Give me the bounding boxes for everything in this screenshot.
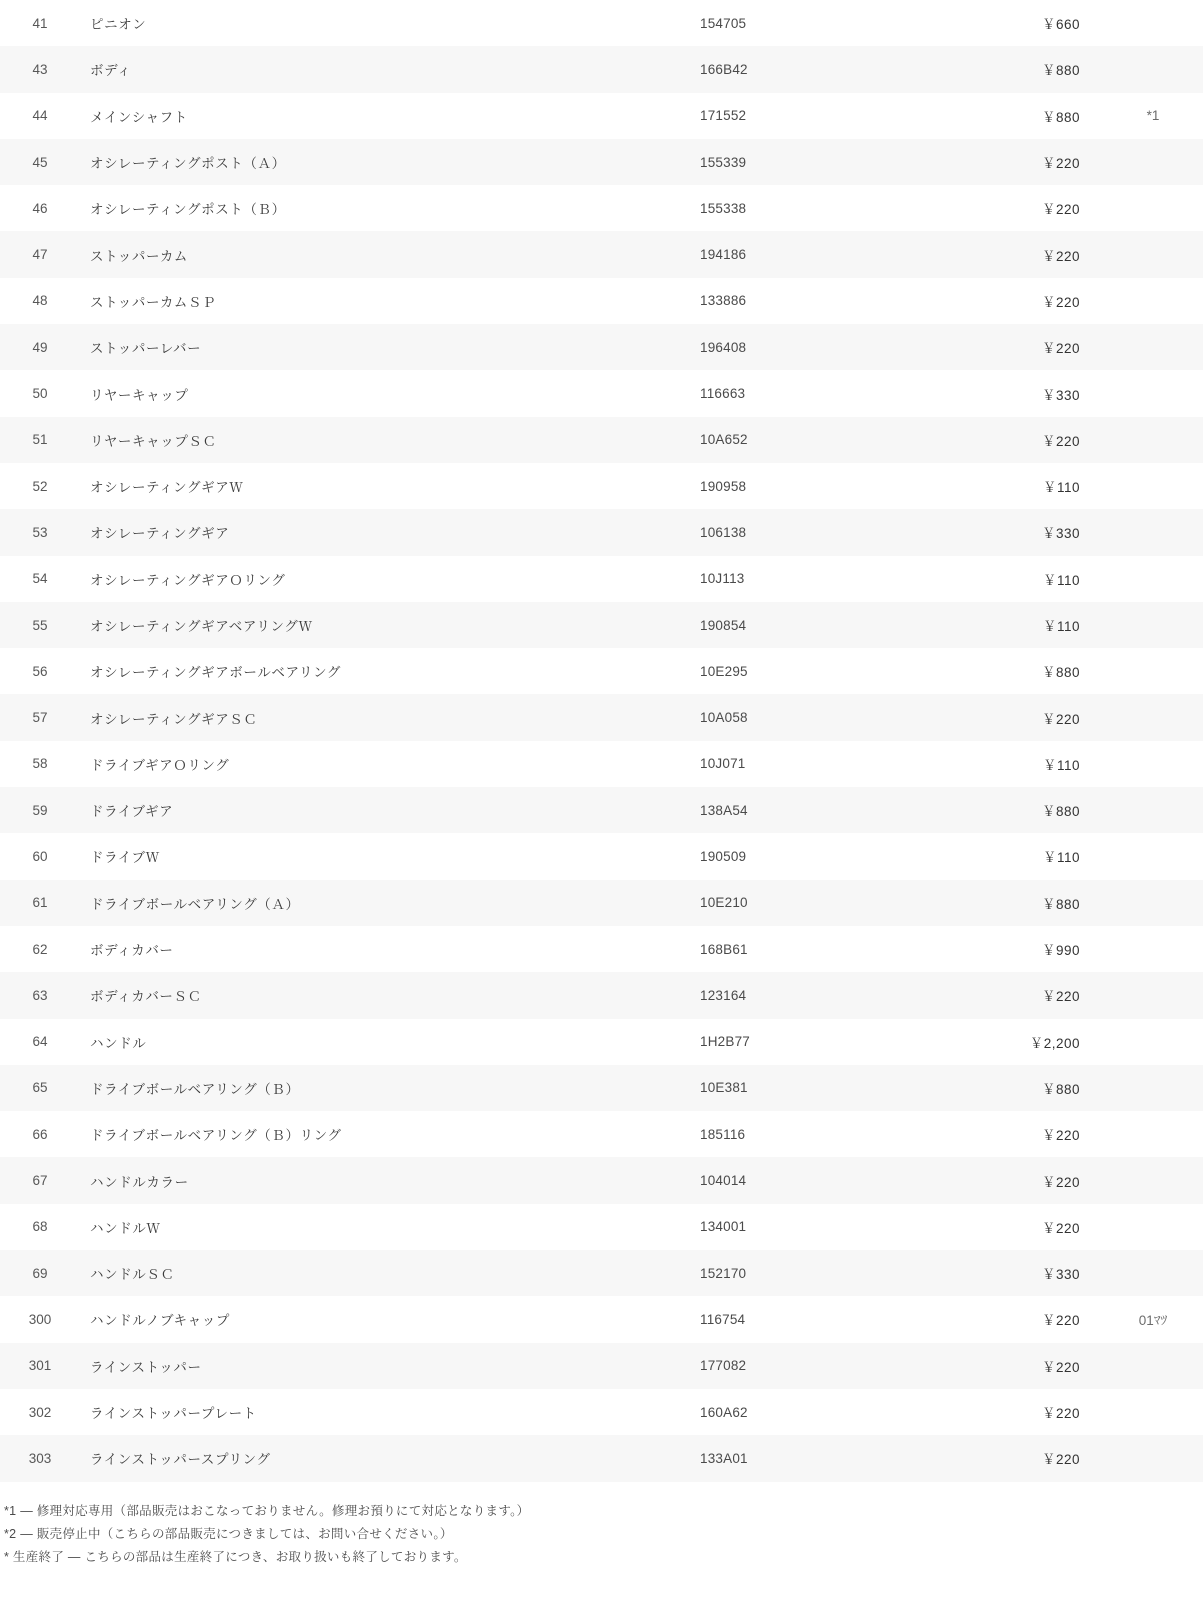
table-row [0,1204,1203,1250]
table-row [0,833,1203,879]
footnotes-block [0,1500,1203,1569]
cell-price: ￥220 [1041,1359,1080,1375]
cell-code: 154705 [700,15,747,31]
cell-note [1100,1250,1203,1296]
cell-price: ￥220 [1041,1313,1080,1329]
cell-code: 133A01 [700,1450,748,1466]
cell-no: 58 [32,756,48,772]
cell-note [1100,417,1203,463]
cell-note [1100,1435,1203,1481]
cell-price: ￥220 [1041,1220,1080,1236]
cell-price: ￥220 [1041,989,1080,1005]
cell-code: 10E381 [700,1080,748,1096]
table-row [0,509,1203,555]
cell-name: ストッパーカムＳＰ [90,294,217,310]
table-row [0,231,1203,277]
cell-price: ￥880 [1041,804,1080,820]
cell-code: 166B42 [700,61,748,77]
table-row [0,139,1203,185]
cell-no: 50 [32,386,48,402]
cell-name: ハンドルカラー [90,1174,189,1190]
cell-note [1100,231,1203,277]
cell-no: 63 [32,987,48,1003]
cell-code: 155338 [700,200,747,216]
cell-name: ドライブギアＯリング [90,757,230,773]
cell-no: 64 [32,1034,48,1050]
cell-code: 116663 [700,386,746,402]
table-row [0,694,1203,740]
cell-price: ￥2,200 [1029,1035,1080,1051]
cell-note [1100,185,1203,231]
table-row [0,1019,1203,1065]
cell-price: ￥220 [1041,1406,1080,1422]
cell-price: ￥330 [1041,1267,1080,1283]
table-row [0,926,1203,972]
cell-note [1100,1389,1203,1435]
cell-code: 190958 [700,478,747,494]
cell-no: 48 [32,293,48,309]
table-row [0,278,1203,324]
cell-name: ボディ [90,63,132,79]
cell-price: ￥110 [1042,619,1080,634]
table-row [0,417,1203,463]
cell-note [1100,324,1203,370]
cell-name: リヤーキャップ [90,387,189,403]
cell-no: 67 [32,1173,48,1189]
cell-no: 57 [32,710,48,726]
cell-name: ストッパーカム [90,248,189,264]
cell-no: 65 [32,1080,48,1096]
table-row [0,1389,1203,1435]
cell-code: 155339 [700,154,747,170]
cell-code: 116754 [700,1311,746,1327]
cell-note [1100,139,1203,185]
cell-price: ￥330 [1041,387,1080,403]
table-row [0,741,1203,787]
cell-name: ハンドルノブキャップ [90,1313,230,1329]
cell-name: ピニオン [90,17,147,33]
table-row [0,787,1203,833]
cell-code: 160A62 [700,1404,748,1420]
cell-code: 168B61 [700,941,748,957]
table-row [0,602,1203,648]
cell-price: ￥220 [1041,1128,1080,1144]
table-row [0,648,1203,694]
cell-price: ￥880 [1041,896,1080,912]
cell-code: 104014 [700,1173,747,1189]
cell-name: オシレーティングポスト（Ａ） [90,156,286,172]
cell-price: ￥220 [1041,341,1080,357]
cell-note [1100,0,1203,46]
cell-note [1100,1204,1203,1250]
cell-name: ハンドルＳＣ [90,1267,175,1283]
cell-code: 10J071 [700,756,746,772]
table-row [0,185,1203,231]
cell-price: ￥220 [1041,156,1080,172]
table-row [0,1111,1203,1157]
cell-code: 196408 [700,339,747,355]
cell-code: 10J113 [700,571,745,587]
cell-price: ￥990 [1041,943,1080,959]
cell-name: オシレーティングギアＷ [90,480,244,496]
cell-no: 46 [32,200,48,216]
cell-price: ￥220 [1041,248,1080,264]
cell-name: ドライブボールベアリング（Ａ） [90,896,300,912]
cell-note [1100,1343,1203,1389]
cell-no: 47 [32,247,48,263]
cell-name: ハンドル [90,1035,147,1051]
cell-note [1100,46,1203,92]
cell-code: 10E210 [700,895,748,911]
cell-no: 54 [32,571,48,587]
cell-note: 01ﾏﾂ [1138,1313,1168,1329]
cell-name: リヤーキャップＳＣ [90,433,217,449]
table-row [0,1296,1203,1342]
cell-name: オシレーティングギアボールベアリング [90,665,342,681]
cell-note [1100,972,1203,1018]
cell-no: 44 [32,108,48,124]
cell-price: ￥110 [1042,572,1080,588]
cell-no: 55 [32,617,48,633]
cell-name: ラインストッパー [90,1359,202,1375]
cell-note [1100,556,1203,602]
cell-price: ￥220 [1041,294,1080,310]
cell-name: ボディカバー [90,943,174,959]
cell-code: 10A652 [700,432,748,448]
cell-no: 43 [32,61,48,77]
cell-note [1100,880,1203,926]
cell-price: ￥880 [1041,63,1080,79]
cell-no: 53 [32,524,48,540]
cell-name: ドライブギア [90,804,174,820]
cell-no: 59 [32,802,48,818]
cell-note [1100,1065,1203,1111]
table-row [0,0,1203,46]
cell-no: 302 [28,1404,52,1420]
cell-note [1100,1111,1203,1157]
table-row [0,324,1203,370]
cell-price: ￥660 [1041,17,1080,33]
cell-code: 152170 [700,1265,747,1281]
cell-no: 51 [32,432,48,448]
cell-note [1100,648,1203,694]
cell-note [1100,694,1203,740]
cell-no: 66 [32,1126,48,1142]
table-row [0,46,1203,92]
cell-name: ハンドルＷ [90,1220,161,1236]
cell-no: 61 [32,895,48,911]
footnote-line: * 生産終了 ― こちらの部品は生産終了につき、お取り扱いも終了しております。 [4,1549,467,1564]
table-row [0,556,1203,602]
cell-name: オシレーティングギアＯリング [90,572,286,588]
cell-price: ￥880 [1041,665,1080,681]
cell-no: 56 [32,663,48,679]
cell-no: 62 [32,941,48,957]
cell-name: オシレーティングギアＳＣ [90,711,258,727]
cell-name: メインシャフト [90,109,188,125]
table-row [0,93,1203,139]
cell-name: ラインストッパースプリング [90,1452,271,1468]
cell-code: 177082 [700,1358,747,1374]
cell-code: 10A058 [700,710,748,726]
cell-name: オシレーティングポスト（Ｂ） [90,202,286,218]
table-row [0,1435,1203,1481]
cell-code: 134001 [700,1219,747,1235]
cell-note [1100,833,1203,879]
cell-price: ￥220 [1041,1174,1080,1190]
cell-note: *1 [1146,108,1160,124]
table-row [0,972,1203,1018]
cell-name: ラインストッパープレート [90,1406,257,1422]
cell-name: ドライブボールベアリング（Ｂ） [90,1081,300,1097]
cell-note [1100,787,1203,833]
cell-note [1100,926,1203,972]
cell-note [1100,278,1203,324]
footnote-line: *1 ― 修理対応専用（部品販売はおこなっておりません。修理お預りにて対応となります。） [4,1503,530,1518]
cell-price: ￥330 [1041,526,1080,542]
cell-code: 106138 [700,524,747,540]
cell-no: 41 [32,15,48,31]
cell-note [1100,1019,1203,1065]
cell-price: ￥880 [1041,109,1080,125]
table-row [0,463,1203,509]
cell-code: 190854 [700,617,747,633]
cell-note [1100,509,1203,555]
cell-price: ￥110 [1042,850,1080,866]
cell-note [1100,370,1203,416]
cell-no: 68 [32,1219,48,1235]
cell-note [1100,741,1203,787]
cell-no: 45 [32,154,48,170]
cell-price: ￥110 [1042,480,1080,496]
cell-no: 300 [28,1311,52,1327]
cell-name: ボディカバーＳＣ [90,989,202,1005]
cell-code: 194186 [700,247,747,263]
cell-code: 133886 [700,293,747,309]
table-row [0,370,1203,416]
cell-note [1100,1157,1203,1203]
cell-code: 138A54 [700,802,748,818]
cell-price: ￥220 [1041,202,1080,218]
cell-code: 123164 [700,987,747,1003]
table-row [0,1250,1203,1296]
cell-price: ￥880 [1041,1081,1080,1097]
cell-no: 69 [32,1265,48,1281]
table-row [0,1065,1203,1111]
cell-no: 49 [32,339,48,355]
table-row [0,880,1203,926]
cell-code: 171552 [700,108,747,124]
cell-note [1100,463,1203,509]
cell-no: 303 [28,1450,52,1466]
cell-no: 301 [28,1358,52,1374]
cell-no: 52 [32,478,48,494]
cell-name: オシレーティングギアベアリングＷ [90,619,313,634]
table-row [0,1343,1203,1389]
cell-price: ￥220 [1041,711,1080,727]
cell-name: ストッパーレバー [90,341,202,357]
footnote-line: *2 ― 販売停止中（こちらの部品販売につきましては、お問い合せください。） [4,1526,453,1541]
cell-code: 185116 [700,1126,746,1142]
cell-code: 1H2B77 [700,1034,750,1050]
table-row [0,1157,1203,1203]
cell-price: ￥110 [1042,757,1080,773]
cell-code: 190509 [700,848,747,864]
cell-name: オシレーティングギア [90,526,230,542]
cell-price: ￥220 [1041,1452,1080,1468]
cell-note [1100,602,1203,648]
cell-price: ￥220 [1041,433,1080,449]
cell-code: 10E295 [700,663,748,679]
cell-name: ドライブボールベアリング（Ｂ）リング [90,1128,342,1144]
cell-name: ドライブＷ [90,850,160,866]
cell-no: 60 [32,848,48,864]
